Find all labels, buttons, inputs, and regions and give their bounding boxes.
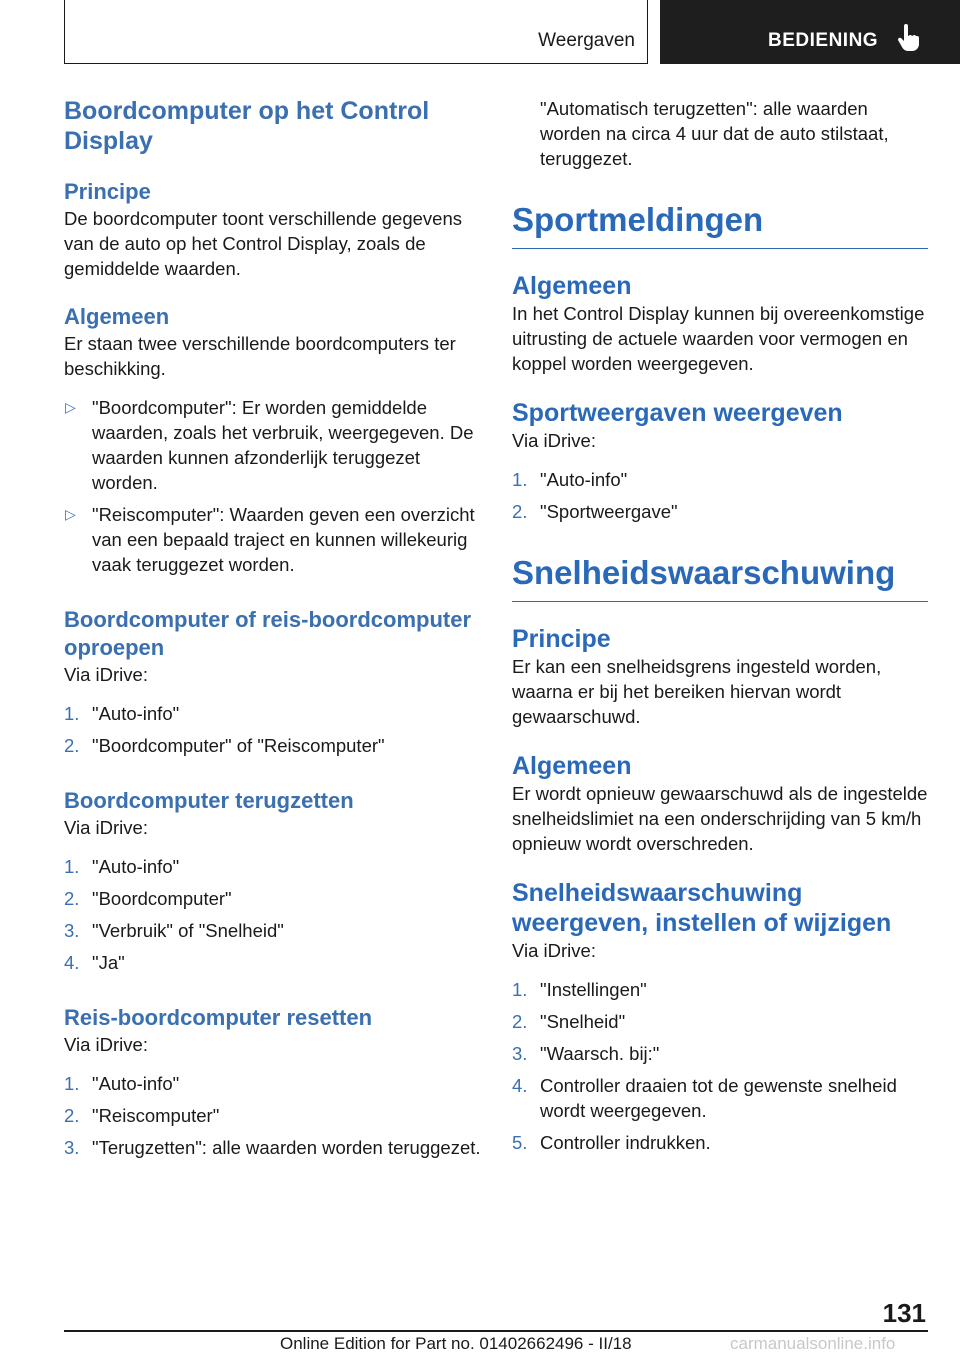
page-number: 131: [882, 1298, 926, 1328]
section-title-boordcomputer: Boordcomputer op het Control Display: [64, 97, 430, 155]
principe-text: De boordcomputer toont verschillende gegevens van de auto op het Control Display, zoals de gemiddelde waarden.: [64, 208, 462, 279]
list-item: 4. Controller draaien tot de gewenste snelheid wordt weergegeven.: [512, 1075, 897, 1121]
list-item: 2. "Boordcomputer": [64, 888, 232, 909]
header-chapter-box: [660, 0, 960, 64]
chapter-title-sportmeldingen: Sportmeldingen: [512, 200, 928, 249]
via-idrive-text: Via iDrive:: [64, 1034, 148, 1055]
list-item: 1. "Auto-info": [64, 703, 180, 724]
steps-resetten: [64, 1071, 482, 1160]
via-idrive-text: Via iDrive:: [512, 430, 596, 451]
bullet-list: [64, 395, 482, 577]
heading-terugzetten: Boordcomputer terugzetten: [64, 788, 354, 813]
footer-divider: [64, 1330, 928, 1332]
edition-text: Online Edition for Part no. 01402662496 - II/18: [280, 1334, 632, 1353]
hand-pointer-icon: [896, 24, 922, 52]
list-item: 5. Controller indrukken.: [512, 1132, 711, 1153]
list-item: 1. "Auto-info": [512, 469, 628, 490]
heading-principe: Principe: [64, 179, 151, 204]
header-section-box: [64, 0, 648, 64]
snel-algemeen-text: Er wordt opnieuw gewaarschuwd als de ingestelde snelheidslimiet na een onderschrijding van 5 km/h opnieuw wordt overschreden.: [512, 783, 928, 854]
right-column: [512, 96, 928, 1162]
heading-sport-algemeen: Algemeen: [512, 272, 632, 300]
list-item: 4. "Ja": [64, 952, 125, 973]
heading-resetten: Reis-boordcomputer resetten: [64, 1005, 373, 1030]
list-item: 1. "Instellingen": [512, 979, 647, 1000]
list-item: ▷ "Boordcomputer": Er worden gemiddelde waarden, zoals het verbruik, weergegeven. De waarden kunnen afzonderlijk teruggezet worden.: [65, 397, 474, 493]
list-item: 1. "Auto-info": [64, 856, 180, 877]
list-item: 2. "Snelheid": [512, 1011, 626, 1032]
snel-principe-text: Er kan een snelheidsgrens ingesteld worden, waarna er bij het bereiken hiervan wordt gewaarschuwd.: [512, 656, 882, 727]
list-item: 3. "Verbruik" of "Snelheid": [64, 920, 284, 941]
list-item: 2. "Reiscomputer": [64, 1105, 220, 1126]
sport-algemeen-text: In het Control Display kunnen bij overeenkomstige uitrusting de actuele waarden voor vermogen en koppel worden weergegeven.: [512, 303, 925, 374]
list-item: 3. "Waarsch. bij:": [512, 1043, 660, 1064]
triangle-bullet-icon: ▷: [65, 506, 76, 522]
list-item: 2. "Boordcomputer" of "Reiscomputer": [64, 735, 385, 756]
steps-terugzetten: [64, 854, 482, 975]
via-idrive-text: Via iDrive:: [64, 664, 148, 685]
list-item: 3. "Terugzetten": alle waarden worden teruggezet.: [64, 1137, 481, 1158]
continued-step: [512, 96, 928, 171]
via-idrive-text: Via iDrive:: [64, 817, 148, 838]
list-item: 2. "Sportweergave": [512, 501, 678, 522]
triangle-bullet-icon: ▷: [65, 399, 76, 415]
heading-snel-instellen: Snelheidswaarschuwing weergeven, instellen of wijzigen: [512, 879, 892, 937]
header-section-title: Weergaven: [538, 30, 635, 51]
heading-snel-algemeen: Algemeen: [512, 752, 632, 780]
steps-snel: [512, 977, 928, 1155]
left-column: [64, 96, 482, 1167]
list-item: "Automatisch terugzetten": alle waarden worden na circa 4 uur dat de auto stilstaat, teruggezet.: [540, 98, 889, 169]
list-item: 1. "Auto-info": [64, 1073, 180, 1094]
watermark-text: carmanualsonline.info: [730, 1334, 896, 1353]
chapter-title-snelheidswaarschuwing: Snelheidswaarschuwing: [512, 553, 928, 602]
heading-snel-principe: Principe: [512, 625, 611, 653]
via-idrive-text: Via iDrive:: [512, 940, 596, 961]
heading-oproepen: Boordcomputer of reis-boordcomputer oproepen: [64, 607, 472, 660]
steps-oproepen: [64, 701, 482, 758]
list-item: ▷ "Reiscomputer": Waarden geven een overzicht van een bepaald traject en kunnen willekeurig vaak teruggezet worden.: [65, 504, 475, 575]
algemeen-text: Er staan twee verschillende boordcomputers ter beschikking.: [64, 333, 456, 379]
header-chapter-title: BEDIENING: [768, 30, 879, 51]
steps-sport: [512, 467, 928, 524]
heading-algemeen: Algemeen: [64, 304, 170, 329]
heading-sport-weergeven: Sportweergaven weergeven: [512, 399, 843, 427]
